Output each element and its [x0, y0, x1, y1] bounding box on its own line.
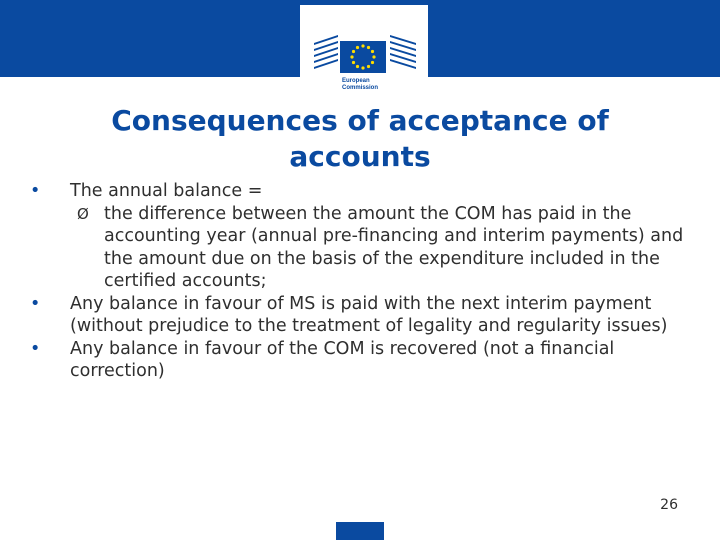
european-commission-logo: [300, 5, 428, 103]
logo-text: [342, 78, 378, 92]
logo-line-1: European: [342, 78, 370, 84]
bullet-item-3: • Any balance in favour of the COM is recovered (not a financial correction): [26, 338, 686, 383]
footer-flag: [336, 522, 384, 540]
page-number: 26: [660, 497, 678, 513]
slide-title-line-2: accounts: [289, 140, 431, 173]
arrow-bullet-icon: Ø: [77, 204, 89, 223]
bullet-item-2: • Any balance in favour of MS is paid with the next interim payment (without prejudice to the treatment of legality and regularity issues): [26, 293, 686, 338]
logo-line-2: Commission: [342, 85, 379, 91]
slide-title: [60, 103, 660, 175]
sub-bullet-item-1: [26, 203, 686, 293]
slide-title-line-1: Consequences of acceptance of: [111, 104, 609, 137]
bullet-list: [26, 180, 686, 383]
sub-bullet-text: the difference between the amount the COM has paid in the accounting year (annual pre-financing and interim payments) and the amount due on the basis of the expenditure included in the certified accounts;: [104, 203, 684, 291]
bullet-item-1: • The annual balance =: [26, 180, 686, 203]
